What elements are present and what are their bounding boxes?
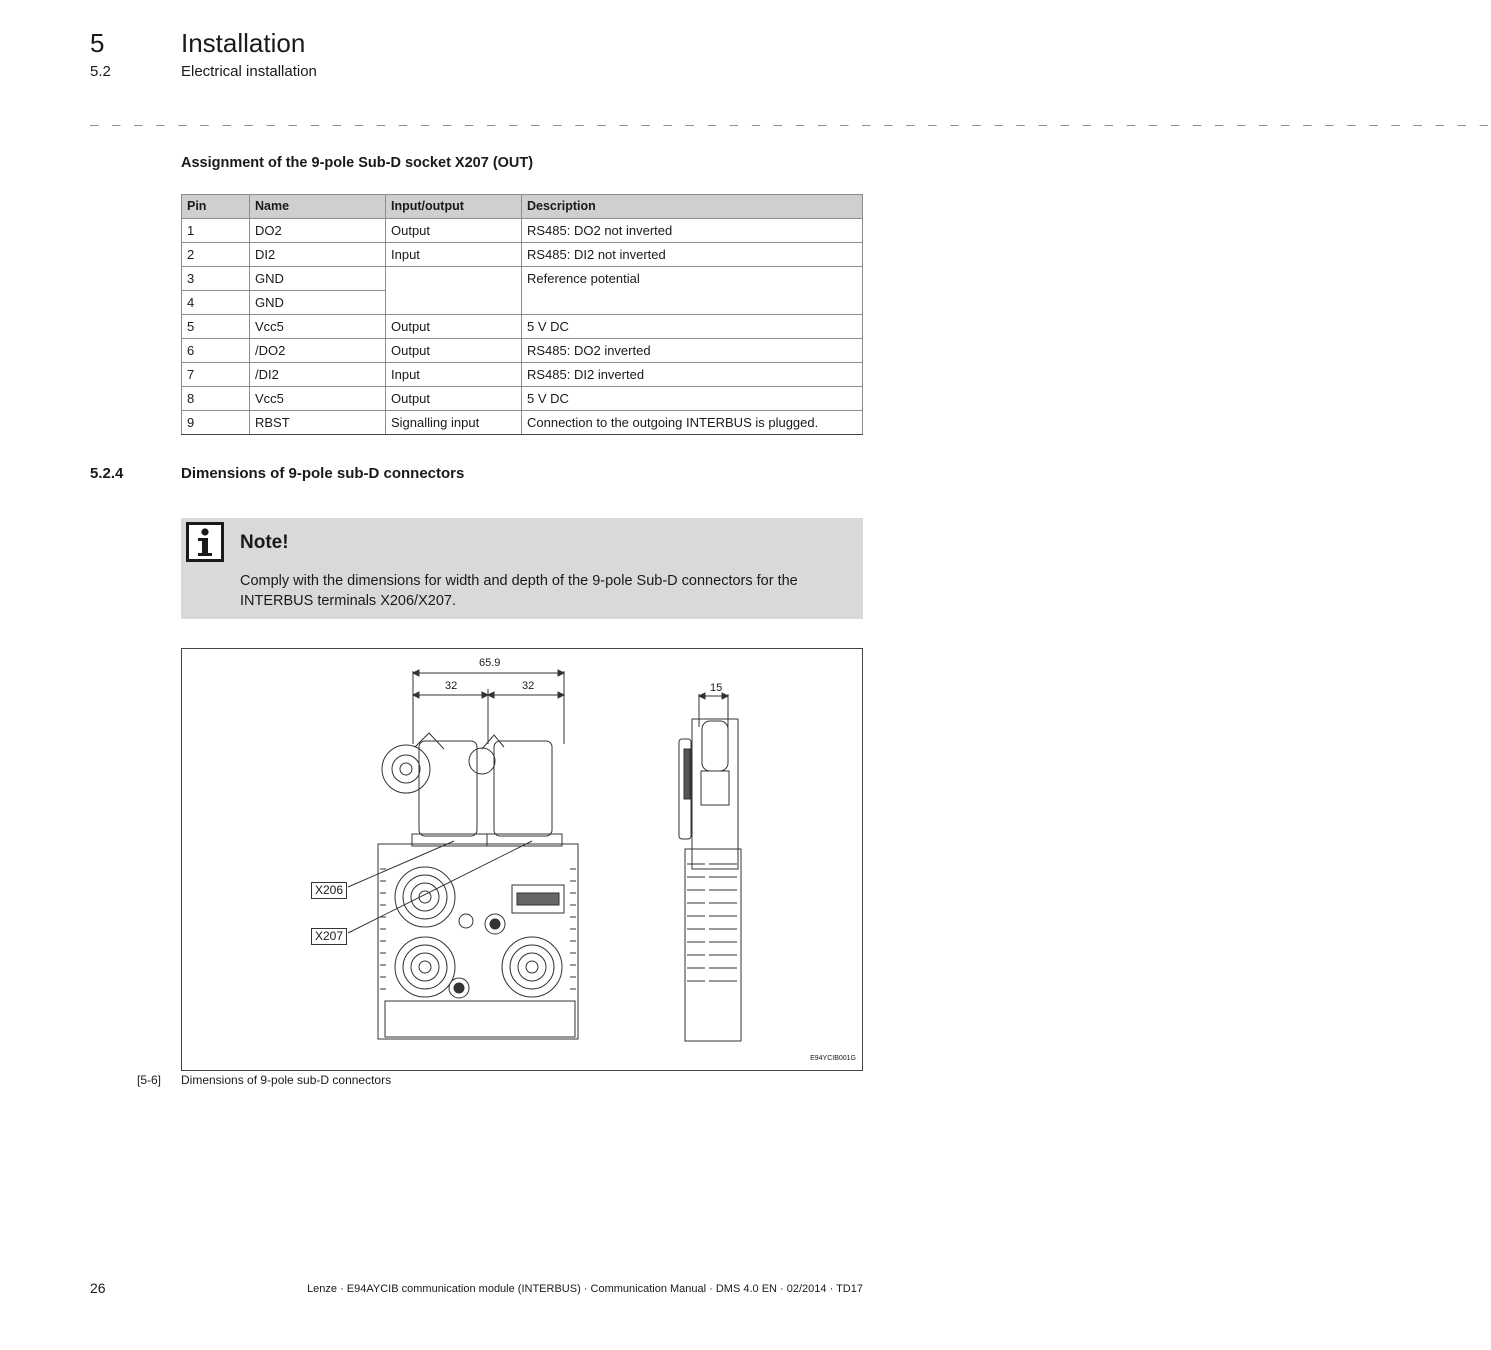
description-cell: Reference potential [522, 267, 863, 315]
note-text: Comply with the dimensions for width and depth of the 9-pole Sub-D connectors for the INTERBUS terminals X206/X207. [240, 573, 798, 609]
pin-cell: 9 [182, 411, 250, 435]
info-icon [186, 522, 224, 567]
section-number: 5.2 [90, 63, 111, 80]
pin-cell: 8 [182, 387, 250, 411]
io-cell: Input [386, 363, 522, 387]
dimension-total-width: 65.9 [479, 657, 501, 669]
header-separator: _ _ _ _ _ _ _ _ _ _ _ _ _ _ _ _ _ _ _ _ _ _ _ _ _ _ _ _ _ _ _ _ _ _ _ _ _ _ _ _ _ _ _ _ _ _ _ _ _ _ _ _ _ _ _ _ _ _ _ _ _ _ _ _ [90, 110, 1491, 126]
name-cell: Vcc5 [250, 315, 386, 339]
pin-cell: 3 [182, 267, 250, 291]
table-row [182, 315, 863, 339]
subsection-number: 5.2.4 [90, 465, 124, 482]
pin-cell: 1 [182, 219, 250, 243]
pin-cell: 6 [182, 339, 250, 363]
label-x207: X207 [311, 928, 347, 945]
io-cell: Output [386, 315, 522, 339]
table-row [182, 363, 863, 387]
table-row [182, 219, 863, 243]
pin-cell: 4 [182, 291, 250, 315]
name-cell: /DI2 [250, 363, 386, 387]
pin-cell: 2 [182, 243, 250, 267]
page-number: 26 [90, 1280, 106, 1296]
pin-assignment-table [181, 194, 863, 435]
name-cell: DI2 [250, 243, 386, 267]
description-cell: RS485: DI2 not inverted [522, 243, 863, 267]
table-row [182, 339, 863, 363]
column-header-description: Description [522, 195, 863, 219]
name-cell: /DO2 [250, 339, 386, 363]
name-cell: RBST [250, 411, 386, 435]
name-cell: GND [250, 267, 386, 291]
chapter-number: 5 [90, 28, 105, 58]
io-cell: Output [386, 219, 522, 243]
dimension-right-width: 32 [522, 680, 535, 692]
column-header-io: Input/output [386, 195, 522, 219]
dimension-depth: 15 [710, 682, 723, 694]
dimension-figure [181, 648, 863, 1071]
io-cell [386, 267, 522, 315]
pin-cell: 7 [182, 363, 250, 387]
description-cell: Connection to the outgoing INTERBUS is plugged. [522, 411, 863, 435]
section-title: Electrical installation [181, 63, 317, 80]
table-row [182, 387, 863, 411]
pin-cell: 5 [182, 315, 250, 339]
name-cell: Vcc5 [250, 387, 386, 411]
table-row [182, 267, 863, 291]
column-header-pin: Pin [182, 195, 250, 219]
name-cell: DO2 [250, 219, 386, 243]
io-cell: Signalling input [386, 411, 522, 435]
description-cell: 5 V DC [522, 387, 863, 411]
dimension-left-width: 32 [445, 680, 458, 692]
connector-drawing [182, 649, 862, 1070]
io-cell: Output [386, 339, 522, 363]
footer-text: Lenze · E94AYCIB communication module (INTERBUS) · Communication Manual · DMS 4.0 EN · 02/2014 · TD17 [307, 1283, 863, 1295]
name-cell: GND [250, 291, 386, 315]
table-header-row [182, 195, 863, 219]
io-cell: Input [386, 243, 522, 267]
description-cell: RS485: DI2 inverted [522, 363, 863, 387]
description-cell: 5 V DC [522, 315, 863, 339]
label-x206: X206 [311, 882, 347, 899]
io-cell: Output [386, 387, 522, 411]
figure-caption-number: [5-6] [137, 1073, 162, 1087]
table-row [182, 243, 863, 267]
figure-caption-text: Dimensions of 9-pole sub-D connectors [181, 1073, 392, 1087]
note-title: Note! [240, 532, 289, 553]
column-header-name: Name [250, 195, 386, 219]
description-cell: RS485: DO2 inverted [522, 339, 863, 363]
drawing-code: E94YCIB001G [810, 1055, 856, 1062]
description-cell: RS485: DO2 not inverted [522, 219, 863, 243]
table-heading: Assignment of the 9-pole Sub-D socket X207 (OUT) [181, 155, 534, 171]
subsection-title: Dimensions of 9-pole sub-D connectors [181, 465, 465, 482]
table-row [182, 411, 863, 435]
chapter-title: Installation [181, 28, 306, 58]
